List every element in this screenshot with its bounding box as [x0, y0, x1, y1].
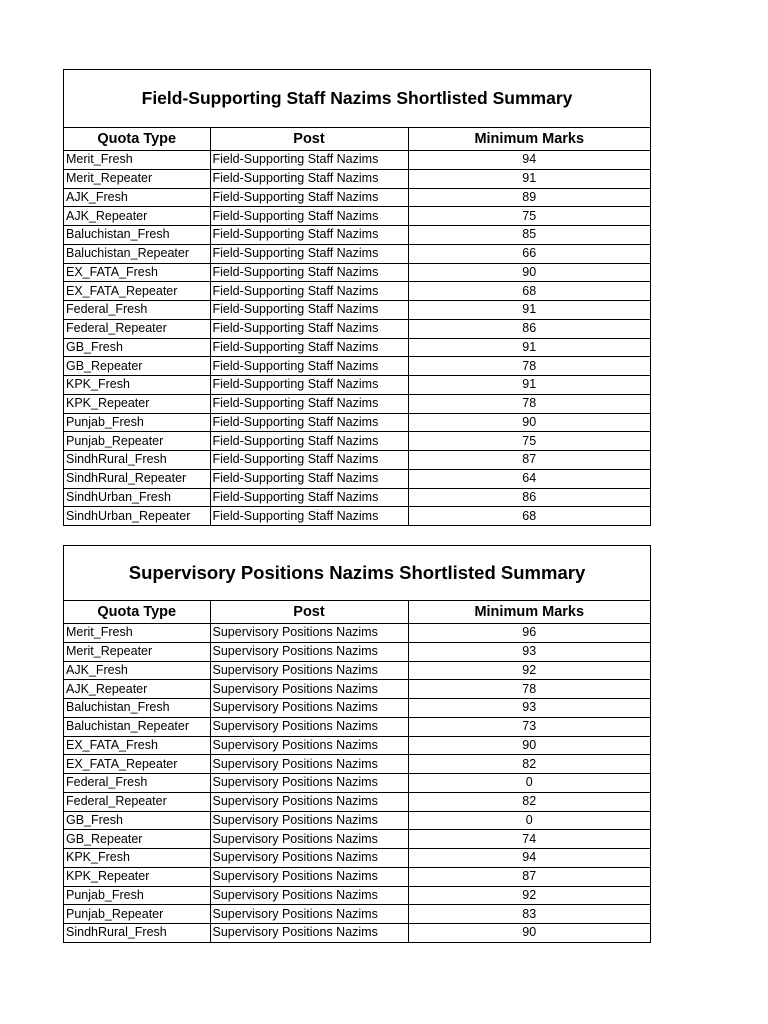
minimum-marks-cell: 75: [408, 432, 650, 451]
quota-type-cell: Federal_Fresh: [64, 301, 210, 320]
quota-type-cell: EX_FATA_Fresh: [64, 736, 210, 755]
post-cell: Field-Supporting Staff Nazims: [210, 319, 408, 338]
minimum-marks-cell: 91: [408, 169, 650, 188]
post-cell: Field-Supporting Staff Nazims: [210, 394, 408, 413]
post-cell: Field-Supporting Staff Nazims: [210, 413, 408, 432]
post-cell: Supervisory Positions Nazims: [210, 661, 408, 680]
table-row: [64, 226, 650, 245]
quota-type-cell: SindhRural_Fresh: [66, 925, 167, 940]
quota-type-cell: GB_Repeater: [64, 357, 210, 376]
post-cell: Field-Supporting Staff Nazims: [210, 432, 408, 451]
minimum-marks-cell: 93: [408, 642, 650, 661]
minimum-marks-cell: 75: [408, 207, 650, 226]
quota-type-cell: AJK_Repeater: [64, 207, 210, 226]
post-cell: Field-Supporting Staff Nazims: [210, 488, 408, 507]
header-quota-type: Quota Type: [64, 128, 210, 151]
minimum-marks-cell: 92: [408, 886, 650, 905]
table-row: [64, 469, 650, 488]
quota-type-cell: SindhRural_Repeater: [64, 469, 210, 488]
table-title: Supervisory Positions Nazims Shortlisted Summary: [64, 546, 650, 601]
table-row: [64, 244, 650, 263]
table-row: [64, 451, 650, 470]
summary-table: [64, 128, 650, 525]
minimum-marks-cell: 90: [408, 413, 650, 432]
minimum-marks-cell: 78: [408, 357, 650, 376]
minimum-marks-cell: 66: [408, 244, 650, 263]
post-cell: Supervisory Positions Nazims: [210, 680, 408, 699]
minimum-marks-cell: 91: [408, 301, 650, 320]
table-row: [64, 319, 650, 338]
minimum-marks-cell: 91: [408, 338, 650, 357]
supervisory-summary-table: [63, 545, 651, 943]
quota-type-cell: Federal_Repeater: [64, 792, 210, 811]
post-cell: Field-Supporting Staff Nazims: [210, 507, 408, 525]
table-row: [64, 624, 650, 643]
minimum-marks-cell: 64: [408, 469, 650, 488]
quota-type-cell: Punjab_Fresh: [64, 413, 210, 432]
post-cell: Supervisory Positions Nazims: [210, 717, 408, 736]
header-row: [64, 601, 650, 624]
table-row: [64, 774, 650, 793]
table-row: [64, 413, 650, 432]
minimum-marks-cell: 90: [408, 924, 650, 942]
minimum-marks-cell: 94: [408, 151, 650, 170]
quota-type-cell: EX_FATA_Repeater: [64, 282, 210, 301]
quota-type-cell: Baluchistan_Repeater: [64, 244, 210, 263]
quota-type-cell: AJK_Fresh: [64, 661, 210, 680]
minimum-marks-cell: 68: [408, 282, 650, 301]
quota-type-cell: SindhRural_Fresh: [64, 451, 210, 470]
quota-type-cell: Merit_Repeater: [64, 169, 210, 188]
minimum-marks-cell: 82: [408, 792, 650, 811]
table-row: [64, 736, 650, 755]
minimum-marks-cell: 0: [408, 811, 650, 830]
quota-type-cell: Punjab_Fresh: [64, 886, 210, 905]
post-cell: Supervisory Positions Nazims: [210, 774, 408, 793]
table-row: [64, 263, 650, 282]
minimum-marks-cell: 94: [408, 849, 650, 868]
quota-type-cell: EX_FATA_Fresh: [64, 263, 210, 282]
minimum-marks-cell: 93: [408, 699, 650, 718]
table-row: [64, 924, 650, 942]
post-cell: Field-Supporting Staff Nazims: [210, 282, 408, 301]
minimum-marks-cell: 68: [408, 507, 650, 525]
table-row: [64, 867, 650, 886]
header-quota-type: Quota Type: [64, 601, 210, 624]
post-cell: Supervisory Positions Nazims: [210, 830, 408, 849]
table-row: [64, 642, 650, 661]
table-row: [64, 207, 650, 226]
table-row: [64, 755, 650, 774]
table-row: [64, 394, 650, 413]
post-cell: Field-Supporting Staff Nazims: [210, 169, 408, 188]
field-staff-summary-table: [63, 69, 651, 526]
minimum-marks-cell: 90: [408, 263, 650, 282]
minimum-marks-cell: 91: [408, 376, 650, 395]
minimum-marks-cell: 87: [408, 867, 650, 886]
post-cell: Supervisory Positions Nazims: [210, 699, 408, 718]
post-cell: Supervisory Positions Nazims: [210, 886, 408, 905]
minimum-marks-cell: 73: [408, 717, 650, 736]
minimum-marks-cell: 89: [408, 188, 650, 207]
minimum-marks-cell: 92: [408, 661, 650, 680]
quota-type-cell: Merit_Fresh: [64, 624, 210, 643]
table-title: Field-Supporting Staff Nazims Shortlisted Summary: [64, 70, 650, 128]
table-row: [64, 661, 650, 680]
header-post: Post: [210, 128, 408, 151]
post-cell: Supervisory Positions Nazims: [210, 849, 408, 868]
table-row: [64, 886, 650, 905]
post-cell: Field-Supporting Staff Nazims: [210, 263, 408, 282]
quota-type-cell: Baluchistan_Fresh: [64, 699, 210, 718]
header-row: [64, 128, 650, 151]
table-row: [64, 849, 650, 868]
post-cell: Field-Supporting Staff Nazims: [210, 469, 408, 488]
minimum-marks-cell: 85: [408, 226, 650, 245]
quota-type-cell: GB_Fresh: [64, 811, 210, 830]
post-cell: Supervisory Positions Nazims: [210, 811, 408, 830]
header-minimum-marks: Minimum Marks: [408, 128, 650, 151]
table-row: [64, 905, 650, 924]
post-cell: Field-Supporting Staff Nazims: [210, 188, 408, 207]
table-row: [64, 507, 650, 525]
table-row: [64, 699, 650, 718]
table-row: [64, 301, 650, 320]
table-row: [64, 488, 650, 507]
minimum-marks-cell: 96: [408, 624, 650, 643]
table-row: [64, 151, 650, 170]
table-row: [64, 282, 650, 301]
post-cell: Field-Supporting Staff Nazims: [210, 451, 408, 470]
quota-type-cell: Punjab_Repeater: [64, 432, 210, 451]
quota-type-cell: AJK_Repeater: [64, 680, 210, 699]
minimum-marks-cell: 86: [408, 319, 650, 338]
table-row: [64, 432, 650, 451]
post-cell: Field-Supporting Staff Nazims: [210, 376, 408, 395]
minimum-marks-cell: 82: [408, 755, 650, 774]
post-cell: Field-Supporting Staff Nazims: [210, 244, 408, 263]
minimum-marks-cell: 86: [408, 488, 650, 507]
quota-type-cell: Federal_Repeater: [64, 319, 210, 338]
table-row: [64, 792, 650, 811]
table-row: [64, 830, 650, 849]
table-row: [64, 376, 650, 395]
post-cell: Field-Supporting Staff Nazims: [210, 338, 408, 357]
summary-table: [64, 601, 650, 942]
header-post: Post: [210, 601, 408, 624]
table-row: [64, 680, 650, 699]
quota-type-cell: KPK_Repeater: [64, 394, 210, 413]
post-cell: Supervisory Positions Nazims: [210, 867, 408, 886]
quota-type-cell: GB_Repeater: [64, 830, 210, 849]
post-cell: Supervisory Positions Nazims: [210, 924, 408, 942]
quota-type-cell: GB_Fresh: [64, 338, 210, 357]
minimum-marks-cell: 83: [408, 905, 650, 924]
quota-type-cell: Punjab_Repeater: [64, 905, 210, 924]
post-cell: Field-Supporting Staff Nazims: [210, 207, 408, 226]
table-row: [64, 169, 650, 188]
post-cell: Supervisory Positions Nazims: [210, 642, 408, 661]
minimum-marks-cell: 87: [408, 451, 650, 470]
quota-type-cell: EX_FATA_Repeater: [64, 755, 210, 774]
minimum-marks-cell: 90: [408, 736, 650, 755]
quota-type-cell: Merit_Repeater: [64, 642, 210, 661]
post-cell: Supervisory Positions Nazims: [210, 624, 408, 643]
post-cell: Supervisory Positions Nazims: [210, 736, 408, 755]
post-cell: Field-Supporting Staff Nazims: [210, 151, 408, 170]
minimum-marks-cell: 74: [408, 830, 650, 849]
post-cell: Supervisory Positions Nazims: [210, 755, 408, 774]
table-row: [64, 338, 650, 357]
minimum-marks-cell: 0: [408, 774, 650, 793]
table-row: [64, 357, 650, 376]
table-row: [64, 188, 650, 207]
quota-type-cell: Baluchistan_Repeater: [64, 717, 210, 736]
quota-type-cell: KPK_Fresh: [64, 376, 210, 395]
quota-type-cell: Baluchistan_Fresh: [64, 226, 210, 245]
post-cell: Supervisory Positions Nazims: [210, 905, 408, 924]
post-cell: Field-Supporting Staff Nazims: [210, 357, 408, 376]
quota-type-cell: SindhUrban_Fresh: [64, 488, 210, 507]
header-minimum-marks: Minimum Marks: [408, 601, 650, 624]
post-cell: Field-Supporting Staff Nazims: [210, 301, 408, 320]
quota-type-cell: Federal_Fresh: [64, 774, 210, 793]
quota-type-cell: KPK_Fresh: [64, 849, 210, 868]
table-row: [64, 811, 650, 830]
table-row: [64, 717, 650, 736]
post-cell: Field-Supporting Staff Nazims: [210, 226, 408, 245]
quota-type-cell: AJK_Fresh: [64, 188, 210, 207]
quota-type-cell: SindhUrban_Repeater: [66, 508, 191, 523]
minimum-marks-cell: 78: [408, 680, 650, 699]
post-cell: Supervisory Positions Nazims: [210, 792, 408, 811]
minimum-marks-cell: 78: [408, 394, 650, 413]
quota-type-cell: KPK_Repeater: [64, 867, 210, 886]
quota-type-cell: Merit_Fresh: [64, 151, 210, 170]
